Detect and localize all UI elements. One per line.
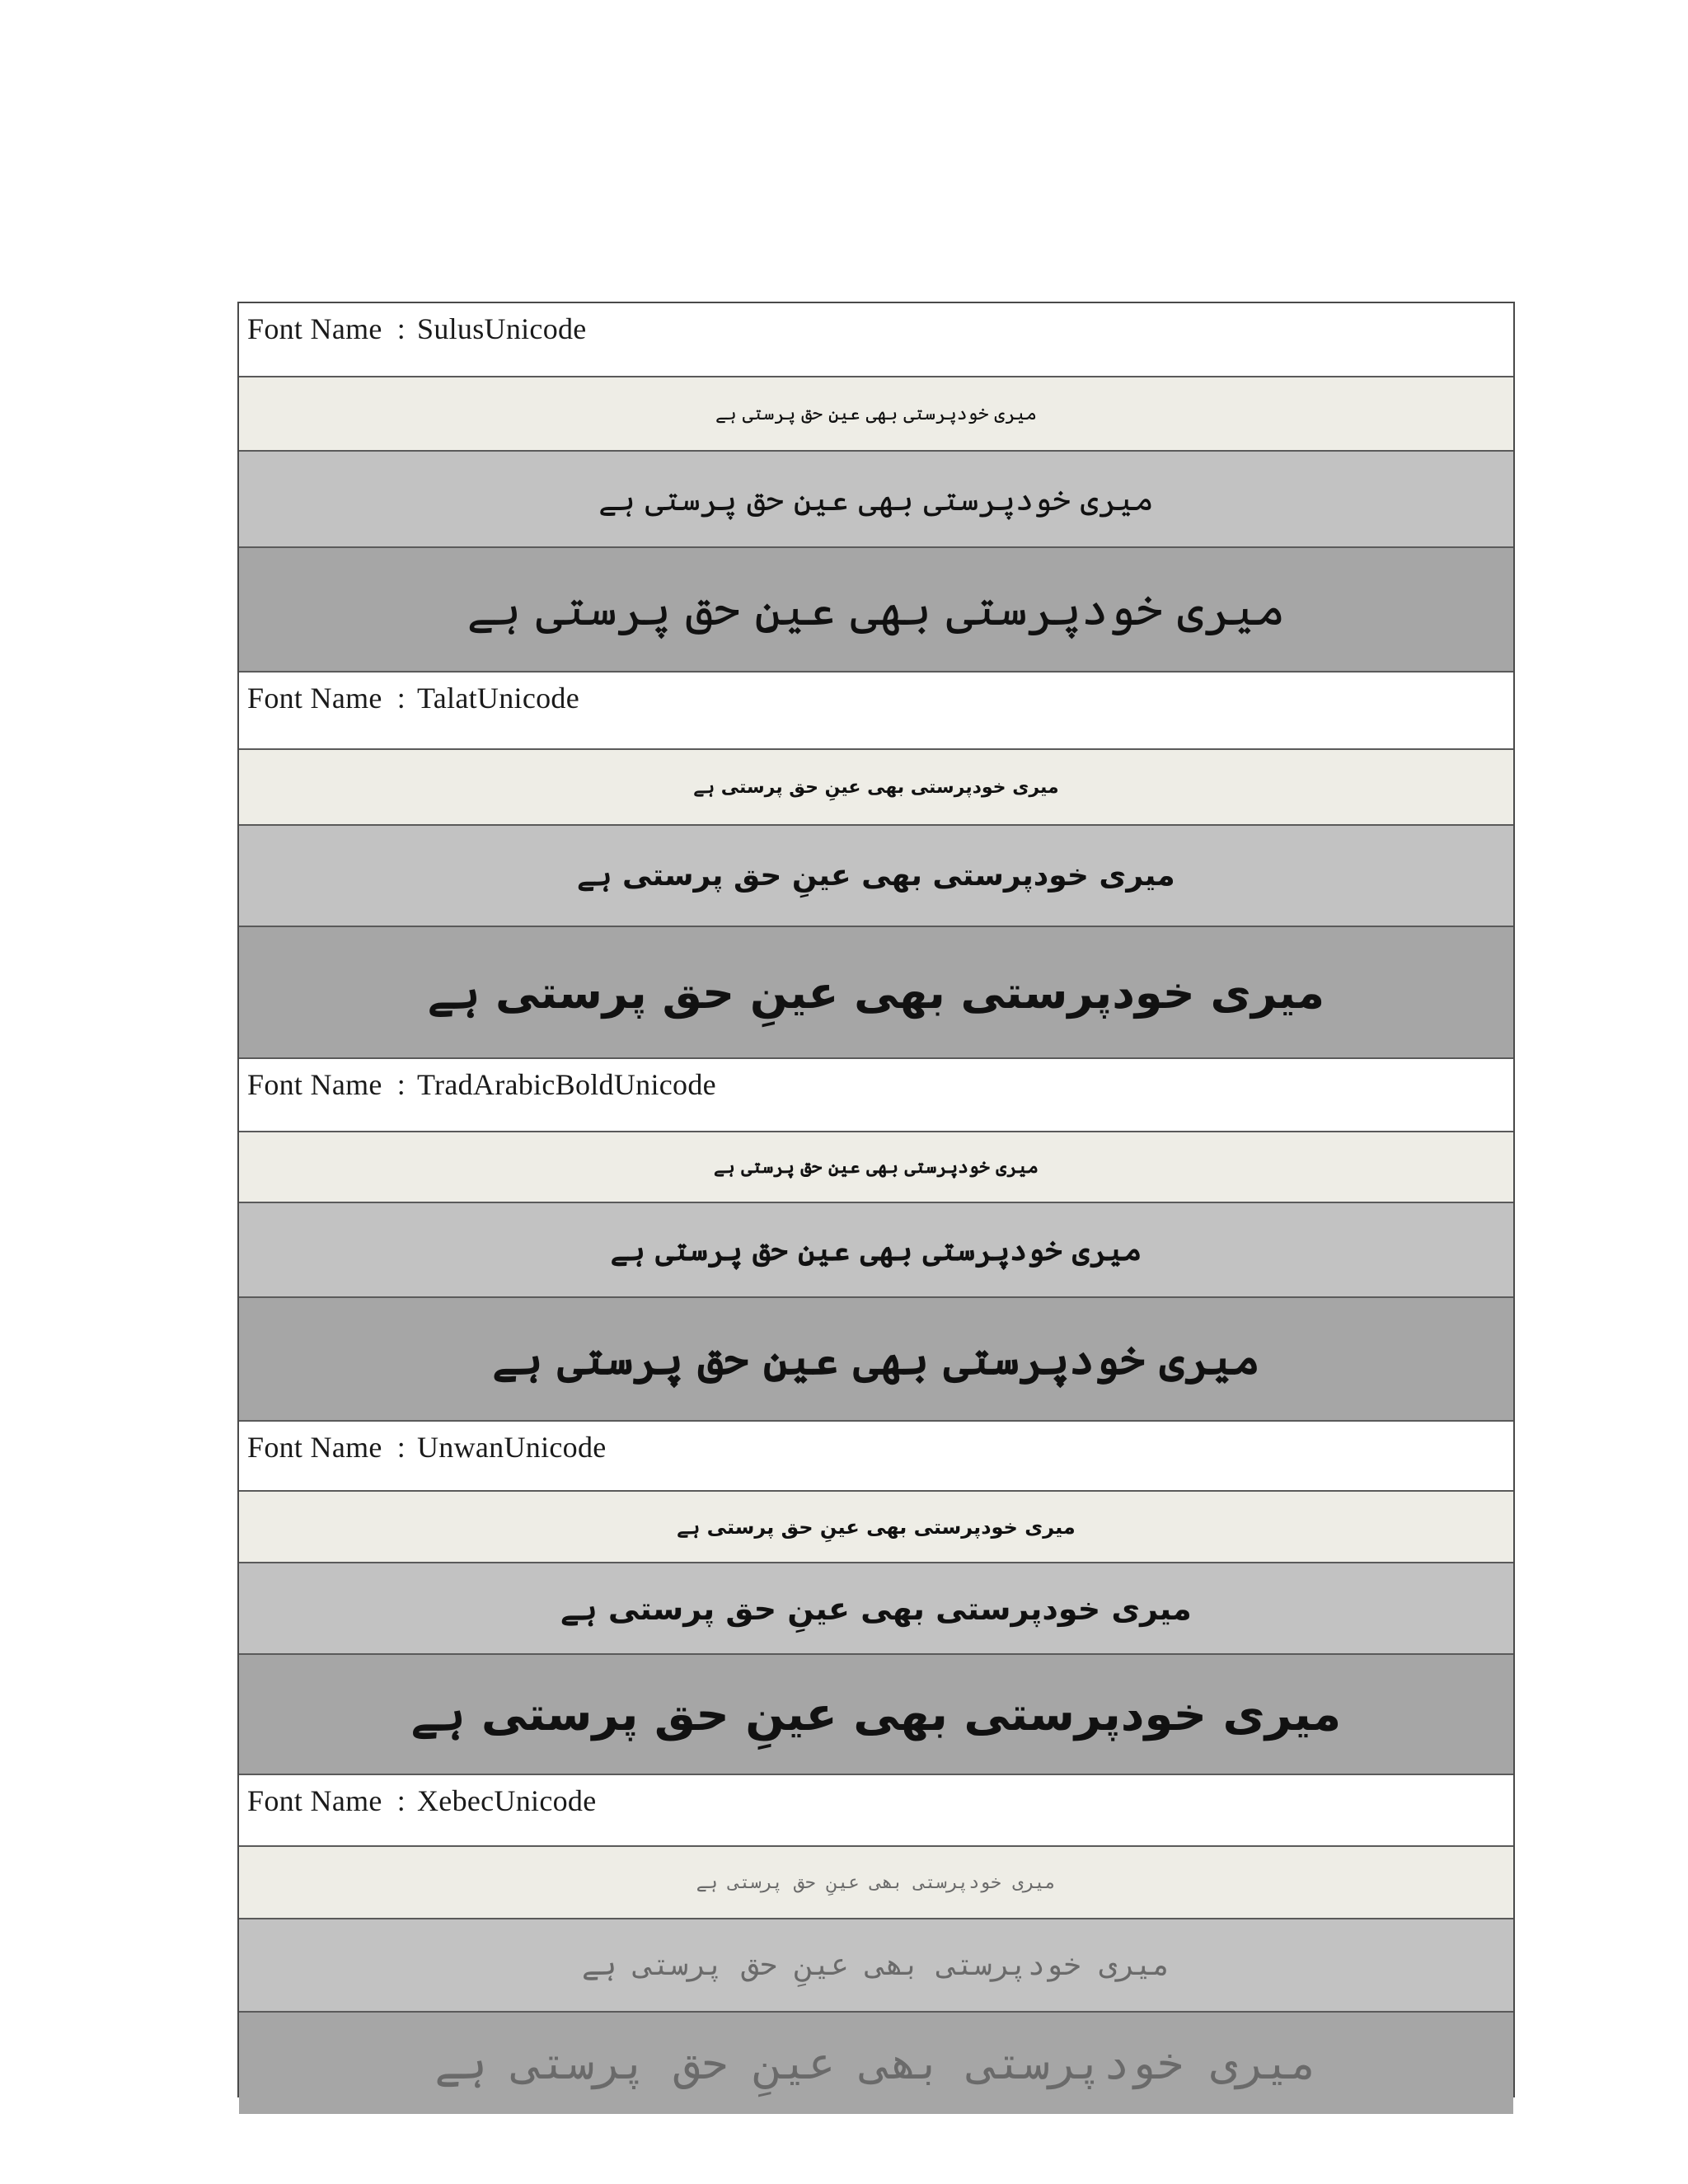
sample-text-medium: میری خودپرستی بھی عینِ حق پرستی ہے [610, 1232, 1142, 1268]
font-block-sulus [239, 303, 1513, 673]
font-block-tradarabicbold [239, 1059, 1513, 1422]
sample-text-small: میری خودپرستی بھی عینِ حق پرستی ہے [693, 776, 1059, 798]
font-name-separator: : [396, 1784, 406, 1817]
font-name-label: Font Name [247, 682, 382, 715]
font-name-separator: : [396, 1431, 406, 1464]
sample-row-medium [239, 826, 1513, 927]
sample-text-large: میری خودپرستی بھی عینِ حق پرستی ہے [492, 1333, 1260, 1385]
font-name-value: XebecUnicode [417, 1784, 597, 1817]
sample-row-small [239, 750, 1513, 826]
sample-row-medium [239, 1203, 1513, 1298]
font-name-separator: : [396, 682, 406, 715]
font-name-value: SulusUnicode [417, 312, 587, 345]
font-block-xebec [239, 1775, 1513, 2114]
sample-row-small [239, 1492, 1513, 1563]
sample-row-large [239, 1655, 1513, 1775]
sample-row-small [239, 1132, 1513, 1203]
font-name-separator: : [396, 1068, 406, 1101]
sample-row-medium [239, 1919, 1513, 2013]
font-sample-table [237, 302, 1515, 2097]
sample-row-large [239, 1298, 1513, 1422]
font-name-value: TradArabicBoldUnicode [417, 1068, 716, 1101]
font-name-value: UnwanUnicode [417, 1431, 607, 1464]
font-name-value: TalatUnicode [417, 682, 579, 715]
sample-row-medium [239, 452, 1513, 548]
font-name-label: Font Name [247, 1431, 382, 1464]
font-name-row [239, 1059, 1513, 1132]
sample-text-medium: میری خودپرستی بھی عینِ حق پرستی ہے [581, 1948, 1171, 1982]
sample-text-large: میری خودپرستی بھی عینِ حق پرستی ہے [427, 966, 1325, 1019]
sample-text-small: میری خودپرستی بھی عینِ حق پرستی ہے [677, 1515, 1076, 1539]
sample-text-medium: میری خودپرستی بھی عینِ حق پرستی ہے [560, 1590, 1192, 1627]
sample-text-small: میری خودپرستی بھی عینِ حق پرستی ہے [715, 403, 1037, 424]
font-name-row [239, 1422, 1513, 1492]
sample-row-large [239, 927, 1513, 1059]
font-name-separator: : [396, 312, 406, 345]
sample-text-large: میری خودپرستی بھی عینِ حق پرستی ہے [434, 2037, 1318, 2089]
sample-text-small: میری خودپرستی بھی عینِ حق پرستی ہے [696, 1872, 1057, 1893]
sample-text-large: میری خودپرستی بھی عینِ حق پرستی ہے [467, 583, 1286, 636]
sample-text-large: میری خودپرستی بھی عینِ حق پرستی ہے [410, 1687, 1342, 1741]
sample-text-medium: میری خودپرستی بھی عینِ حق پرستی ہے [577, 859, 1175, 893]
font-block-unwan [239, 1422, 1513, 1775]
font-name-row [239, 673, 1513, 750]
sample-text-medium: میری خودپرستی بھی عینِ حق پرستی ہے [598, 480, 1154, 518]
sample-text-small: میری خودپرستی بھی عینِ حق پرستی ہے [713, 1156, 1039, 1178]
sample-row-large [239, 548, 1513, 673]
sample-row-small [239, 1847, 1513, 1919]
font-name-label: Font Name [247, 1068, 382, 1101]
font-name-label: Font Name [247, 1784, 382, 1817]
font-block-talat [239, 673, 1513, 1059]
font-name-row [239, 1775, 1513, 1847]
sample-row-medium [239, 1563, 1513, 1655]
sample-row-large [239, 2013, 1513, 2114]
font-name-row [239, 303, 1513, 377]
font-name-label: Font Name [247, 312, 382, 345]
sample-row-small [239, 377, 1513, 452]
